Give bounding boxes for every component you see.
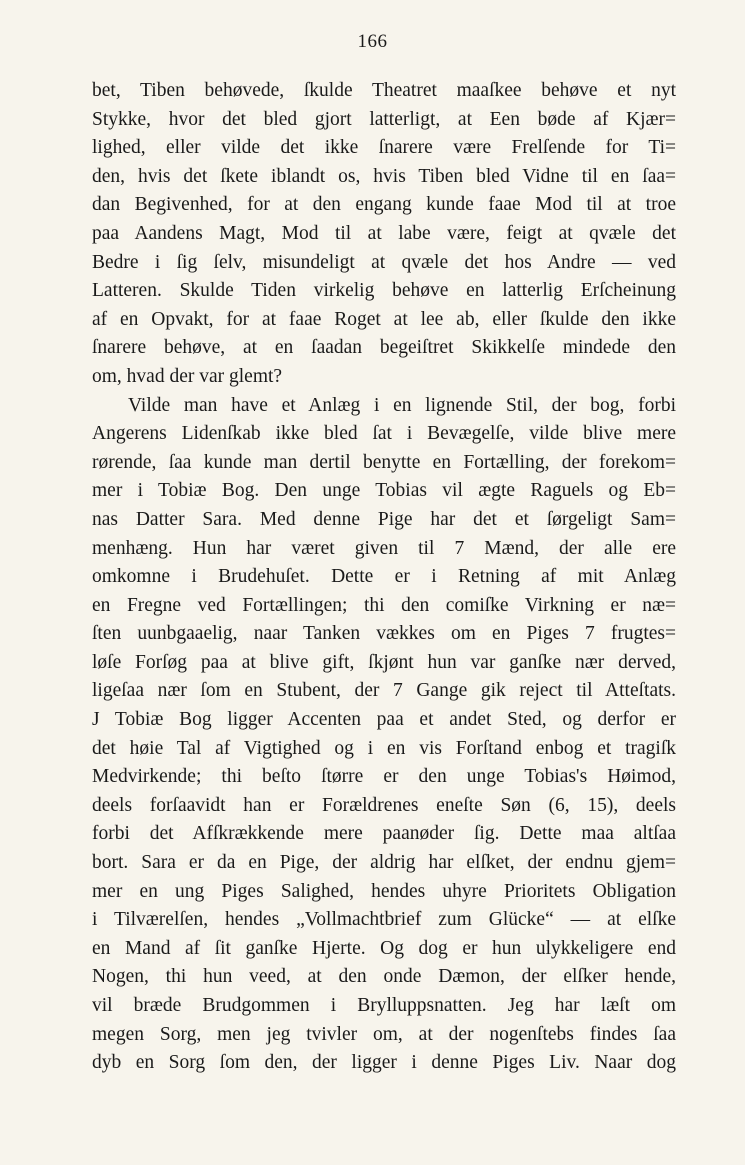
text-line: det høie Tal af Vigtighed og i en vis Forſtand enbog et tragiſk xyxy=(92,737,676,759)
text-line: dyb en Sorg ſom den, der ligger i denne Piges Liv. Naar dog xyxy=(92,1052,676,1074)
text-line: rørende, ſaa kunde man dertil benytte en Fortælling, der forekom= xyxy=(92,451,676,473)
text-line: menhæng. Hun har været given til 7 Mænd, der alle ere xyxy=(92,537,676,559)
text-line: Latteren. Skulde Tiden virkelig behøve en latterlig Erſcheinung xyxy=(92,280,676,302)
text-line: bort. Sara er da en Pige, der aldrig har elſket, der endnu gjem= xyxy=(92,852,676,874)
text-line: løſe Forſøg paa at blive gift, ſkjønt hun var ganſke nær derved, xyxy=(92,651,676,673)
text-line: mer en ung Piges Salighed, hendes uhyre Prioritets Obligation xyxy=(92,880,676,902)
text-line: J Tobiæ Bog ligger Accenten paa et andet Sted, og derfor er xyxy=(92,709,676,731)
text-line: Stykke, hvor det bled gjort latterligt, at Een bøde af Kjær= xyxy=(92,108,676,130)
text-line: Medvirkende; thi beſto ſtørre er den unge Tobias's Høimod, xyxy=(92,766,676,788)
paragraph-1 xyxy=(92,77,676,392)
text-line: af en Opvakt, for at faae Roget at lee ab, eller ſkulde den ikke xyxy=(92,308,676,330)
text-line: paa Aandens Magt, Mod til at labe være, feigt at qvæle det xyxy=(92,222,676,244)
text-line: mer i Tobiæ Bog. Den unge Tobias vil ægte Raguels og Eb= xyxy=(92,480,676,502)
text-line: Vilde man have et Anlæg i en lignende Stil, der bog, forbi xyxy=(128,394,676,416)
text-line: en Fregne ved Fortællingen; thi den comiſke Virkning er næ= xyxy=(92,594,676,616)
text-line: om, hvad der var glemt? xyxy=(92,365,283,387)
text-line: megen Sorg, men jeg tvivler om, at der nogenſtebs findes ſaa xyxy=(92,1023,676,1045)
text-line: vil bræde Brudgommen i Brylluppsnatten. Jeg har læſt om xyxy=(92,995,676,1016)
text-line: en Mand af ſit ganſke Hjerte. Og dog er hun ulykkeligere end xyxy=(92,937,676,959)
text-line: Angerens Lidenſkab ikke bled ſat i Bevægelſe, vilde blive mere xyxy=(92,423,676,445)
text-line: nas Datter Sara. Med denne Pige har det et ſørgeligt Sam= xyxy=(92,508,676,530)
text-line: omkomne i Brudehuſet. Dette er i Retning af mit Anlæg xyxy=(92,566,676,588)
text-line: i Tilværelſen, hendes „Vollmachtbrief zum Glücke“ — at elſke xyxy=(92,909,676,931)
text-line: Bedre i ſig ſelv, misundeligt at qvæle det hos Andre — ved xyxy=(92,251,676,273)
text-line: ſnarere behøve, at en ſaadan begeiſtret Skikkelſe mindede den xyxy=(92,337,676,359)
text-line: ſten uunbgaaelig, naar Tanken vækkes om en Piges 7 frugtes= xyxy=(92,623,676,645)
text-line: deels forſaavidt han er Forældrenes eneſte Søn (6, 15), deels xyxy=(92,794,676,816)
page-number: 166 xyxy=(357,31,388,52)
text-line: Nogen, thi hun veed, at den onde Dæmon, der elſker hende, xyxy=(92,966,676,988)
text-line: den, hvis det ſkete iblandt os, hvis Tiben bled Vidne til en ſaa= xyxy=(92,165,676,187)
text-line: bet, Tiben behøvede, ſkulde Theatret maaſkee behøve et nyt xyxy=(92,80,676,101)
paragraph-2 xyxy=(92,392,676,1078)
text-line: forbi det Afſkrækkende mere paanøder ſig. Dette maa altſaa xyxy=(92,823,676,845)
body-text xyxy=(92,77,676,1078)
text-line: dan Begivenhed, for at den engang kunde faae Mod til at troe xyxy=(92,194,676,216)
text-line: lighed, eller vilde det ikke ſnarere være Frelſende for Ti= xyxy=(92,137,676,159)
text-line: ligeſaa nær ſom en Stubent, der 7 Gange gik reject til Atteſtats. xyxy=(92,680,676,702)
